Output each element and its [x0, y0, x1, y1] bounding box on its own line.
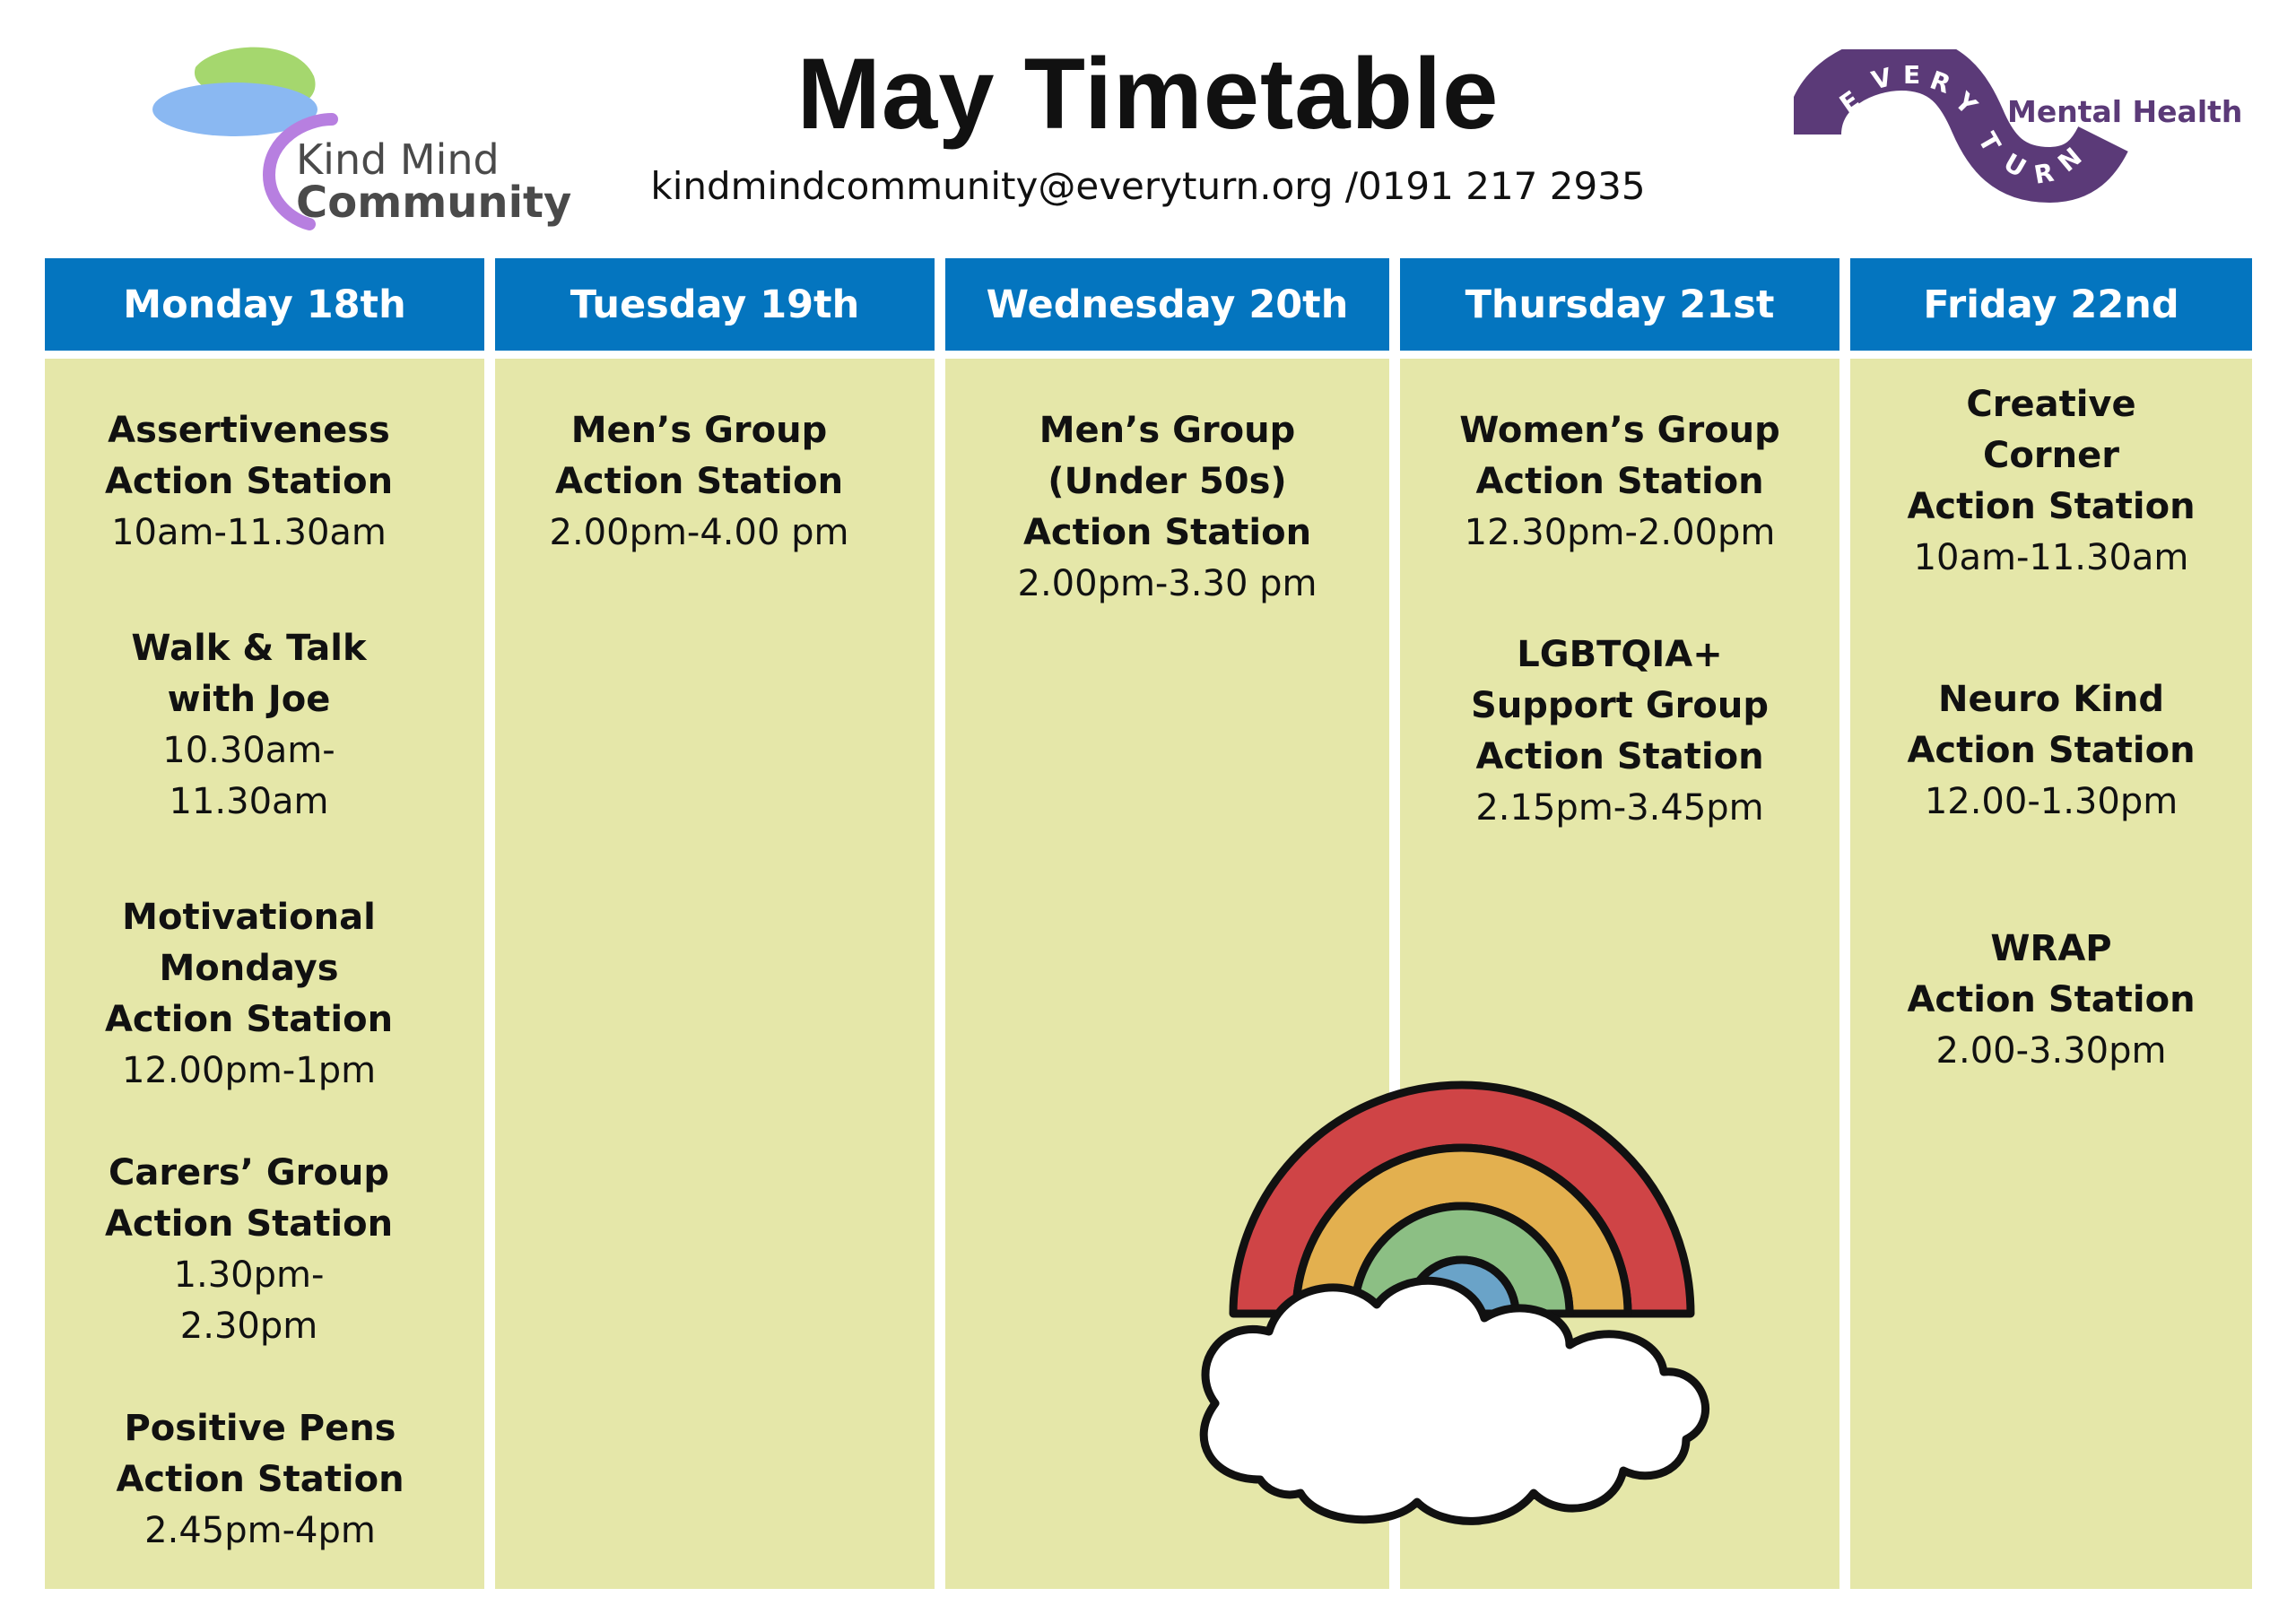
event-title: Positive Pens Action Station	[116, 1408, 404, 1500]
rainbow-cloud-icon	[1175, 1072, 1749, 1538]
event-time: 10am-11.30am	[111, 512, 387, 553]
everyturn-wave-icon	[1794, 49, 2224, 238]
event-time: 2.00-3.30pm	[1935, 1030, 2167, 1072]
column-header-monday: Monday 18th	[45, 258, 484, 351]
column-header-wednesday: Wednesday 20th	[945, 258, 1389, 351]
event-time: 10am-11.30am	[1913, 537, 2189, 578]
logo-line-2: Community	[296, 178, 572, 228]
event-mens-group-under-50s	[945, 405, 1389, 610]
event-carers-group	[45, 1148, 453, 1352]
svg-text:R: R	[2031, 157, 2057, 190]
column-header-friday: Friday 22nd	[1850, 258, 2252, 351]
event-time: 2.15pm-3.45pm	[1475, 787, 1764, 829]
event-time: 12.30pm-2.00pm	[1464, 512, 1776, 553]
event-time: 12.00pm-1pm	[121, 1050, 377, 1091]
svg-text:V: V	[1868, 62, 1895, 96]
event-title: Neuro Kind Action Station	[1907, 679, 2196, 771]
event-title: Women’s Group Action Station	[1459, 410, 1780, 502]
event-time: 2.00pm-4.00 pm	[549, 512, 849, 553]
column-header-tuesday: Tuesday 19th	[495, 258, 935, 351]
event-positive-pens	[45, 1403, 475, 1557]
event-title: Creative Corner Action Station	[1907, 384, 2196, 527]
event-title: LGBTQIA+ Support Group Action Station	[1471, 634, 1769, 777]
column-body-monday	[45, 359, 484, 1589]
event-title: WRAP Action Station	[1907, 928, 2196, 1020]
event-time: 10.30am- 11.30am	[162, 730, 335, 822]
event-creative-corner	[1850, 379, 2252, 584]
svg-text:E: E	[1903, 60, 1921, 90]
event-lgbtqia-support-group	[1400, 629, 1839, 834]
page-title: May Timetable	[796, 38, 1500, 150]
event-title: Assertiveness Action Station	[104, 410, 394, 502]
event-title: Motivational Mondays Action Station	[104, 897, 394, 1040]
everyturn-logo	[1794, 49, 2243, 238]
event-time: 12.00-1.30pm	[1924, 781, 2179, 822]
event-title: Men’s Group Action Station	[554, 410, 844, 502]
event-mens-group	[495, 405, 903, 559]
svg-text:E: E	[1834, 84, 1866, 119]
svg-text:Y: Y	[1949, 86, 1983, 121]
mental-health-label: Mental Health	[2007, 94, 2243, 129]
event-walk-talk	[45, 623, 453, 828]
event-womens-group	[1400, 405, 1839, 559]
event-time: 1.30pm- 2.30pm	[173, 1254, 325, 1347]
svg-text:R: R	[1926, 65, 1955, 100]
event-title: Carers’ Group Action Station	[104, 1152, 394, 1245]
event-wrap	[1850, 924, 2252, 1077]
event-title: Men’s Group (Under 50s) Action Station	[1022, 410, 1312, 553]
event-motivational-mondays	[45, 892, 453, 1097]
column-header-thursday: Thursday 21st	[1400, 258, 1839, 351]
event-title: Walk & Talk with Joe	[131, 628, 367, 720]
svg-text:U: U	[1998, 147, 2031, 184]
contact-info: kindmindcommunity@everyturn.org /0191 217 2935	[650, 164, 1646, 208]
column-body-friday	[1850, 359, 2252, 1589]
event-time: 2.45pm-4pm	[144, 1510, 376, 1551]
logo-line-1: Kind Mind	[296, 135, 500, 184]
event-time: 2.00pm-3.30 pm	[1017, 563, 1318, 604]
svg-text:N: N	[2052, 142, 2088, 178]
column-body-tuesday	[495, 359, 935, 1589]
event-assertiveness	[45, 405, 453, 559]
svg-text:T: T	[1971, 127, 2007, 158]
event-neuro-kind	[1850, 674, 2252, 828]
